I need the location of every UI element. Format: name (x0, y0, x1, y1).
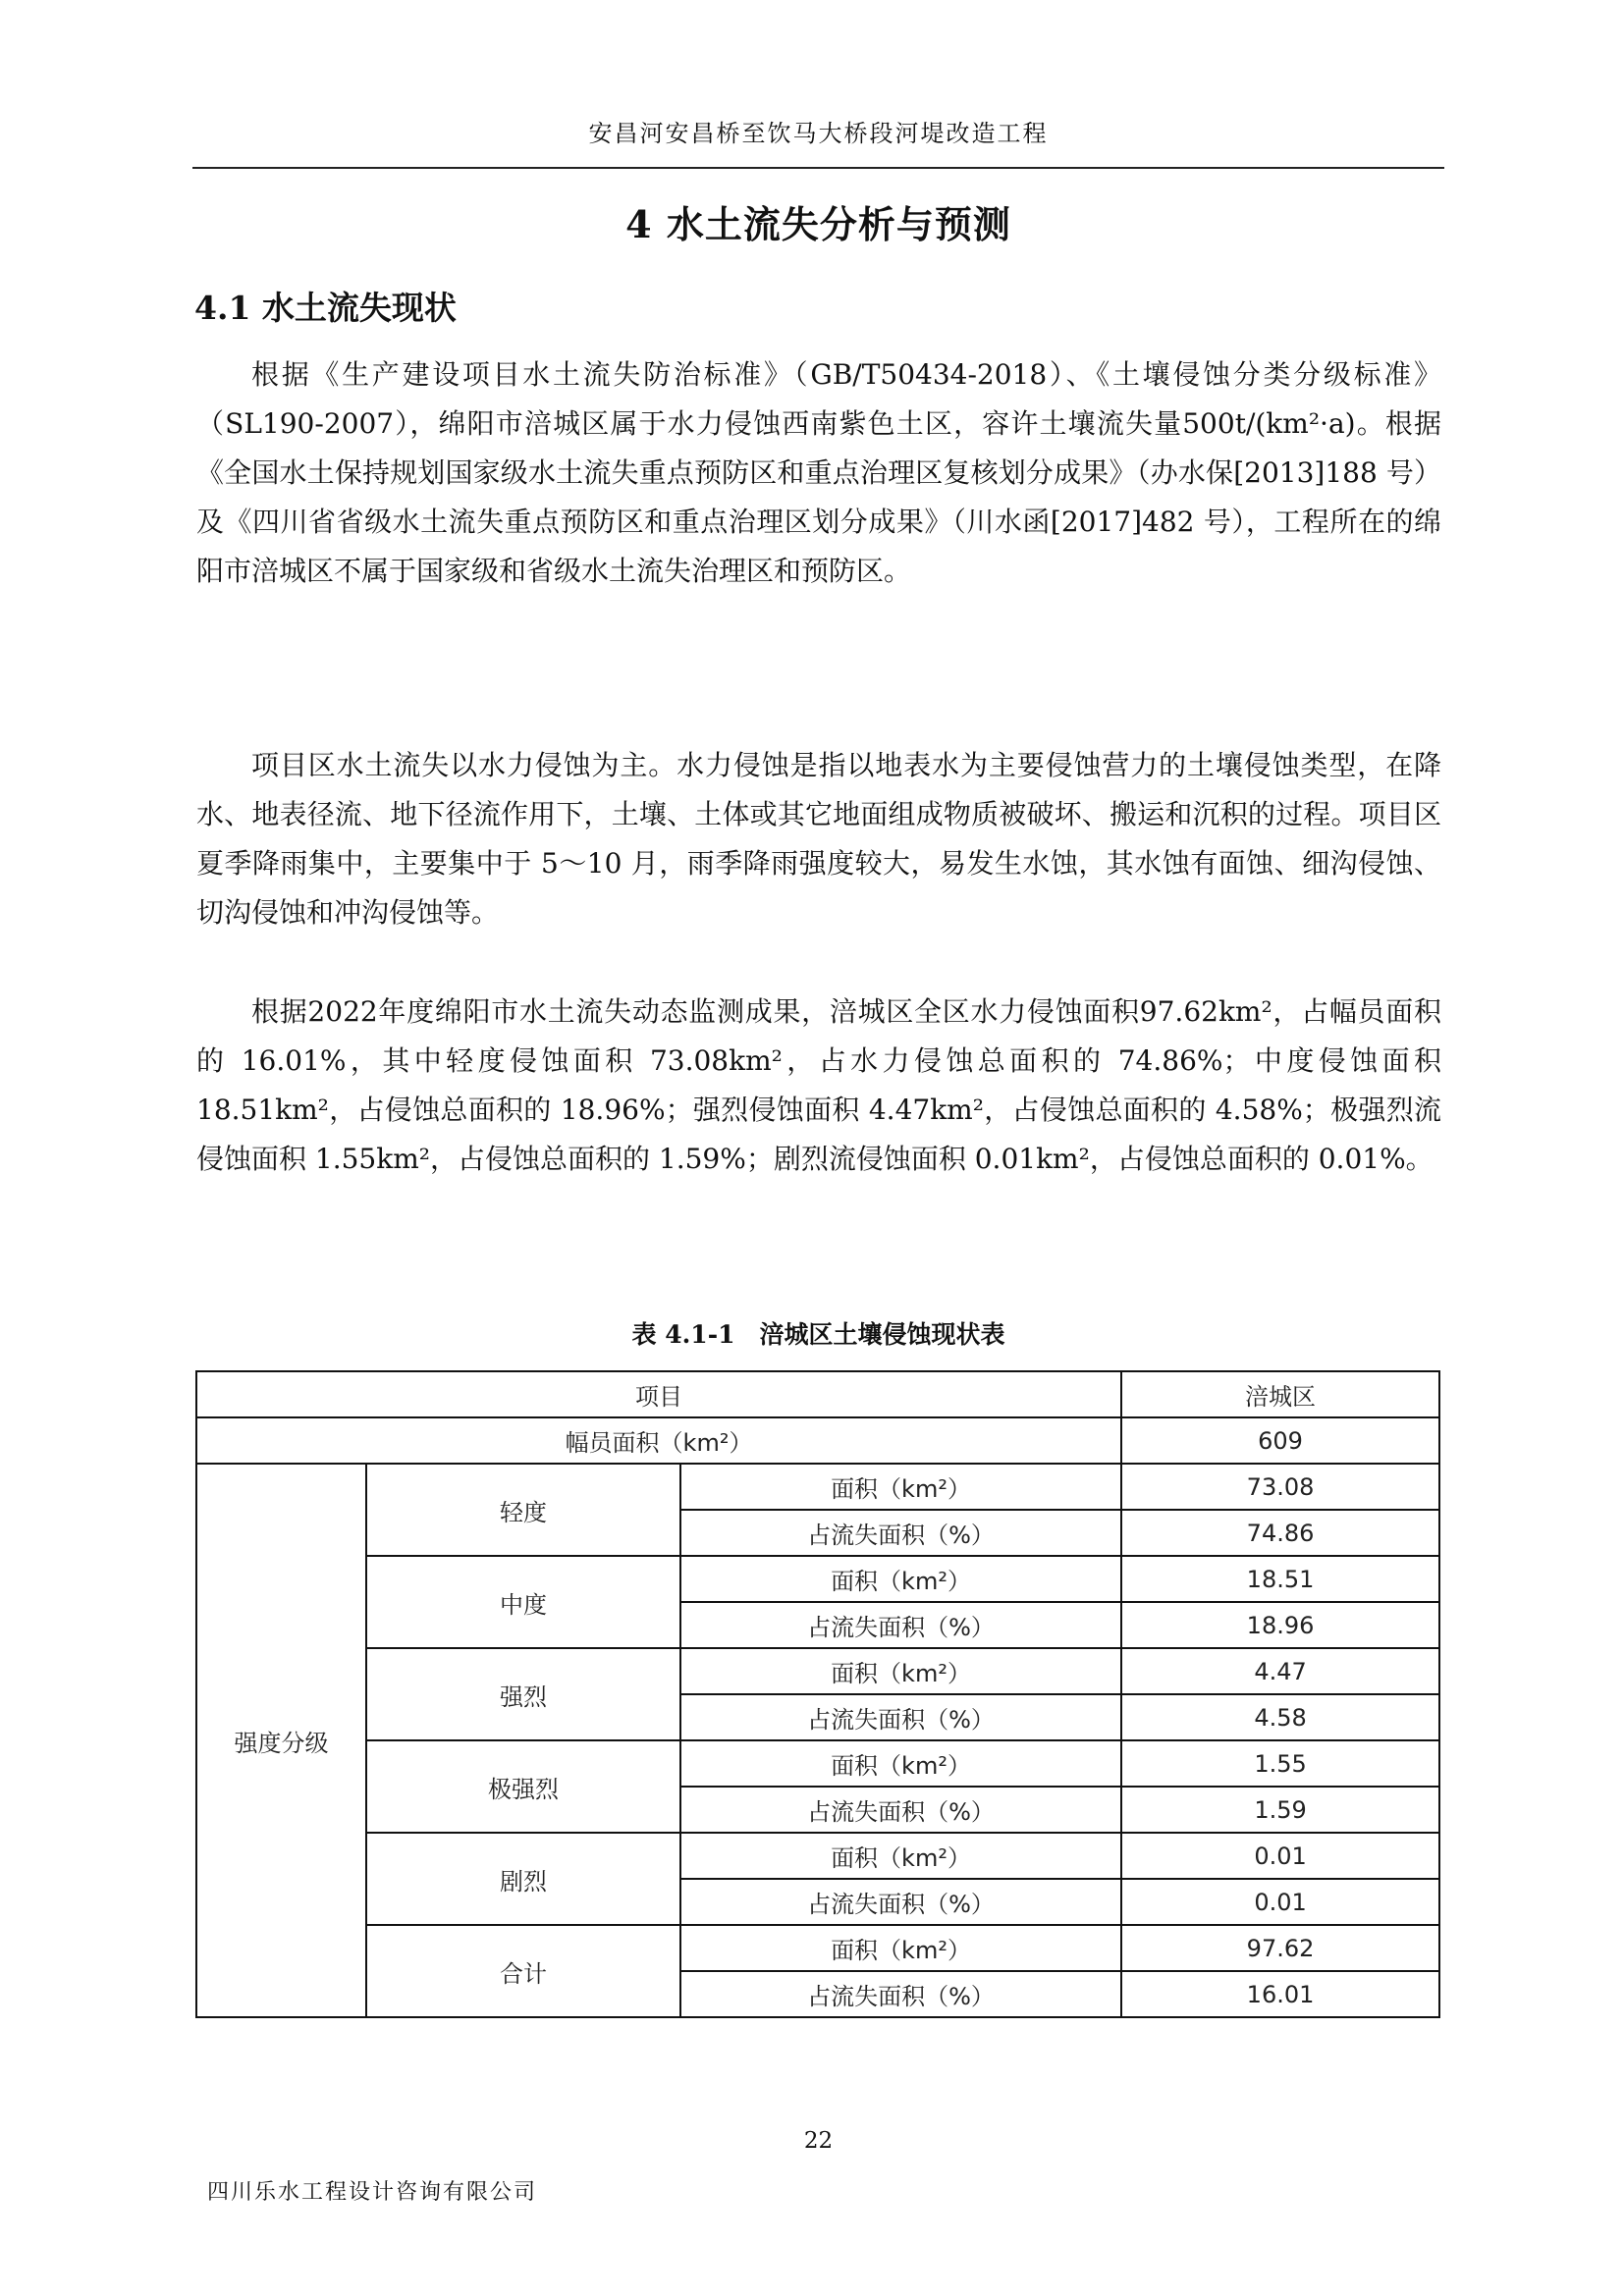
value-cell: 4.58 (1121, 1694, 1439, 1740)
value-cell: 18.51 (1121, 1556, 1439, 1602)
value-cell: 0.01 (1121, 1879, 1439, 1925)
value-cell: 73.08 (1121, 1464, 1439, 1510)
table-row (196, 1464, 1439, 1510)
section-title: 4.1 水土流失现状 (194, 289, 457, 327)
metric-area-cell: 面积（km²） (680, 1556, 1121, 1602)
paragraph-monitoring-results: 根据2022年度绵阳市水土流失动态监测成果，涪城区全区水力侵蚀面积97.62km²，占幅员面积的 16.01%，其中轻度侵蚀面积 73.08km²，占水力侵蚀总面积的 74.86%；中度侵蚀面积 18.51km²，占侵蚀总面积的 18.96%；强烈侵蚀面积 4.47km²，占侵蚀总面积的 4.58%；极强烈流侵蚀面积 1.55km²，占侵蚀总面积的 1.59%；剧烈流侵蚀面积 0.01km²，占侵蚀总面积的 0.01%。 (196, 995, 1441, 1175)
table-row (196, 1833, 1439, 1879)
metric-area-cell: 面积（km²） (680, 1464, 1121, 1510)
metric-area-cell: 面积（km²） (680, 1925, 1121, 1971)
value-cell: 1.55 (1121, 1740, 1439, 1787)
table-header-row (196, 1371, 1439, 1417)
metric-pct-cell: 占流失面积（%） (680, 1602, 1121, 1648)
metric-pct-cell: 占流失面积（%） (680, 1787, 1121, 1833)
level-name-cell: 合计 (366, 1925, 680, 2017)
running-header: 安昌河安昌桥至饮马大桥段河堤改造工程 (588, 120, 1049, 147)
level-name-cell: 剧烈 (366, 1833, 680, 1925)
value-cell: 4.47 (1121, 1648, 1439, 1694)
value-cell: 18.96 (1121, 1602, 1439, 1648)
level-name-cell: 强烈 (366, 1648, 680, 1740)
table-row-area (196, 1417, 1439, 1464)
group-label-cell: 强度分级 (196, 1464, 366, 2017)
paragraph-erosion-type: 项目区水土流失以水力侵蚀为主。水力侵蚀是指以地表水为主要侵蚀营力的土壤侵蚀类型，在降水、地表径流、地下径流作用下，土壤、土体或其它地面组成物质被破坏、搬运和沉积的过程。项目区夏季降雨集中，主要集中于 5～10 月，雨季降雨强度较大，易发生水蚀，其水蚀有面蚀、细沟侵蚀、切沟侵蚀和冲沟侵蚀等。 (196, 749, 1441, 929)
level-name-cell: 轻度 (366, 1464, 680, 1556)
header-cell-region: 涪城区 (1121, 1371, 1439, 1417)
table-row (196, 1740, 1439, 1787)
metric-pct-cell: 占流失面积（%） (680, 1971, 1121, 2017)
metric-area-cell: 面积（km²） (680, 1740, 1121, 1787)
value-cell: 74.86 (1121, 1510, 1439, 1556)
header-divider (192, 167, 1444, 169)
header-cell-item: 项目 (196, 1371, 1121, 1417)
area-label-cell: 幅员面积（km²） (196, 1417, 1121, 1464)
level-name-cell: 中度 (366, 1556, 680, 1648)
erosion-status-table (195, 1370, 1440, 2018)
value-cell: 16.01 (1121, 1971, 1439, 2017)
metric-area-cell: 面积（km²） (680, 1648, 1121, 1694)
table-row (196, 1925, 1439, 1971)
level-name-cell: 极强烈 (366, 1740, 680, 1833)
paragraph-standards: 根据《生产建设项目水土流失防治标准》（GB/T50434-2018）、《土壤侵蚀分类分级标准》（SL190-2007），绵阳市涪城区属于水力侵蚀西南紫色土区，容许土壤流失量500t/(km²·a)。根据《全国水土保持规划国家级水土流失重点预防区和重点治理区复核划分成果》（办水保[2013]188 号）及《四川省省级水土流失重点预防区和重点治理区划分成果》（川水函[2017]482 号），工程所在的绵阳市涪城区不属于国家级和省级水土流失治理区和预防区。 (196, 358, 1441, 587)
metric-area-cell: 面积（km²） (680, 1833, 1121, 1879)
page-number: 22 (803, 2128, 834, 2154)
value-cell: 1.59 (1121, 1787, 1439, 1833)
table-row (196, 1648, 1439, 1694)
chapter-title: 4 水土流失分析与预测 (625, 202, 1011, 246)
footer-company: 四川乐水工程设计咨询有限公司 (207, 2180, 538, 2205)
table-caption: 表 4.1-1 涪城区土壤侵蚀现状表 (631, 1320, 1005, 1349)
area-value-cell: 609 (1121, 1417, 1439, 1464)
metric-pct-cell: 占流失面积（%） (680, 1510, 1121, 1556)
metric-pct-cell: 占流失面积（%） (680, 1694, 1121, 1740)
value-cell: 0.01 (1121, 1833, 1439, 1879)
table-row (196, 1556, 1439, 1602)
value-cell: 97.62 (1121, 1925, 1439, 1971)
metric-pct-cell: 占流失面积（%） (680, 1879, 1121, 1925)
